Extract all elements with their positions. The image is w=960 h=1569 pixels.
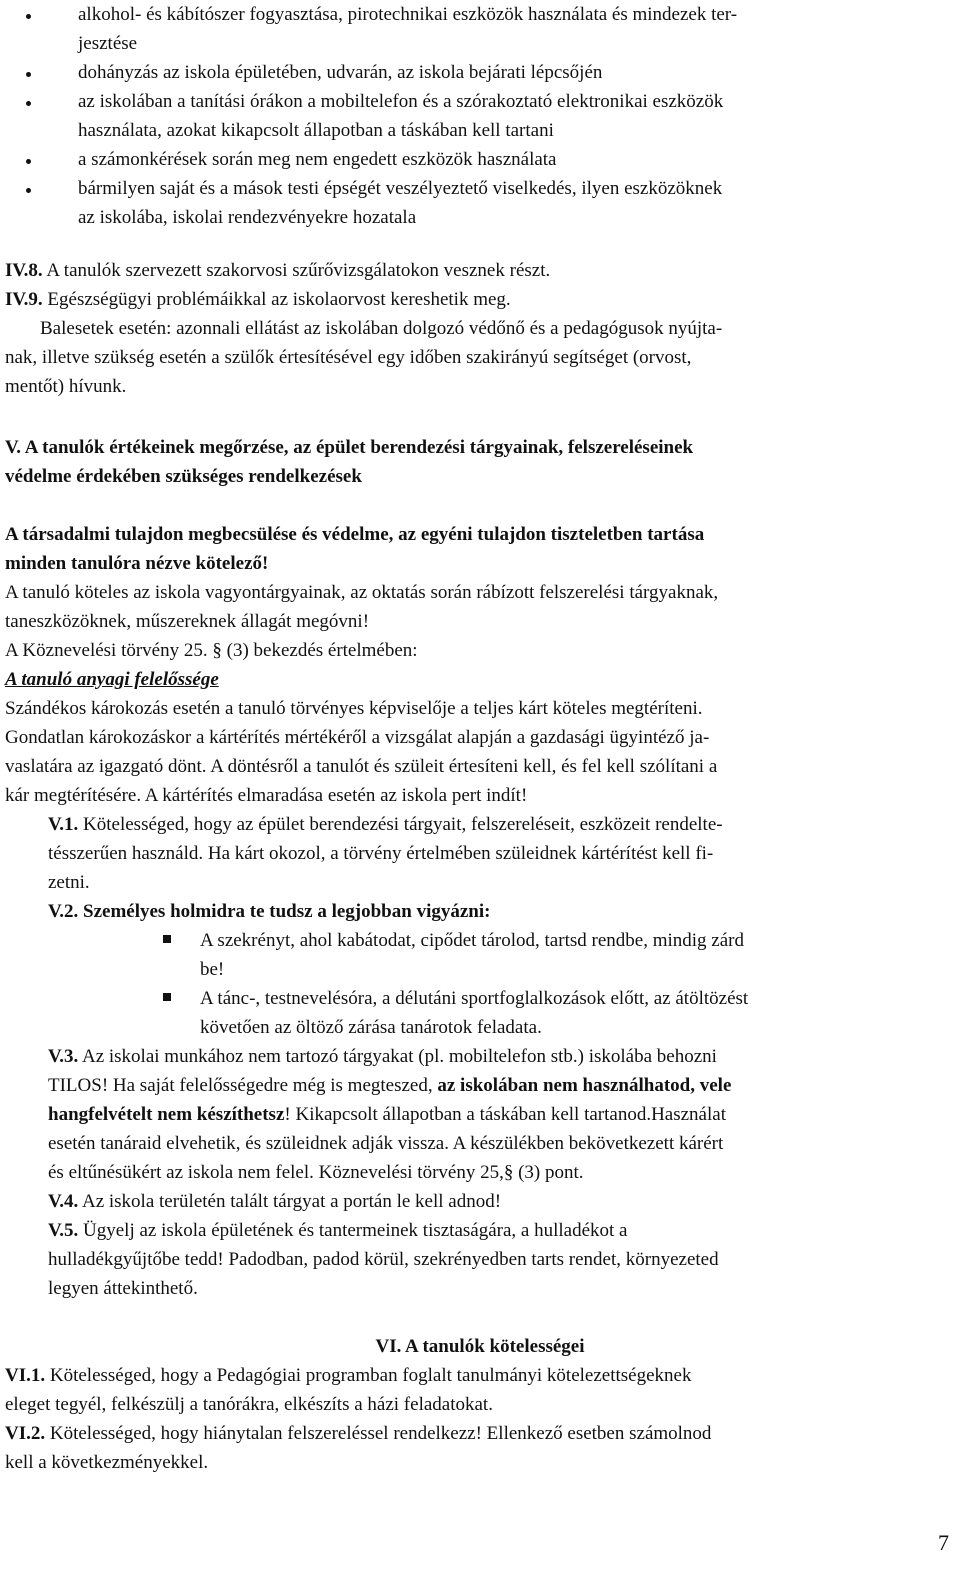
bullet-item-4: a számonkérések során meg nem engedett eszközök használata (78, 149, 557, 170)
v3-line-3a: hangfelvételt nem készíthetsz (48, 1104, 285, 1125)
liability-line-1: Szándékos károkozás esetén a tanuló törvényes képviselője a teljes kárt köteles megtéríteni. (5, 698, 703, 719)
iv8-text: A tanulók szervezett szakorvosi szűrővizsgálatokon vesznek részt. (42, 260, 551, 281)
v5-line-2: hulladékgyűjtőbe tedd! Padodban, padod körül, szekrényedben tarts rendet, környezeted (48, 1249, 719, 1270)
duty-line-2: taneszközöknek, műszereknek állagát megóvni! (5, 611, 370, 632)
v5-line-1 (48, 1216, 627, 1245)
v3-line-1 (48, 1042, 717, 1071)
v1-line-1 (48, 810, 723, 839)
v3-line-2a: TILOS! Ha saját felelősségedre még is megteszed, (48, 1075, 438, 1096)
bullet-icon (26, 188, 31, 193)
liability-line-3: vaslatára az igazgató dönt. A döntésről a tanulót és szüleit értesíteni kell, és fel kell szólítani a (5, 756, 718, 777)
vi2-number: VI.2. (5, 1423, 46, 1444)
v3-line-2b: az iskolában nem használhatod, vele (437, 1075, 732, 1096)
vi2-line-1 (5, 1419, 711, 1448)
iv8-number: IV.8. (5, 260, 43, 281)
v4-number: V.4. (48, 1191, 79, 1212)
v4-line (48, 1187, 501, 1216)
accident-line-1: Balesetek esetén: azonnali ellátást az iskolában dolgozó védőnő és a pedagógusok nyújta- (40, 318, 723, 339)
bullet-item-3-line-1: az iskolában a tanítási órákon a mobiltelefon és a szórakoztató elektronikai eszközök (78, 91, 724, 112)
v1-text: Kötelességed, hogy az épület berendezési tárgyait, felszereléseit, eszközeit rendelte- (78, 814, 723, 835)
page-number: 7 (938, 1530, 949, 1555)
paragraph-iv9 (5, 285, 511, 314)
liability-title: A tanuló anyagi felelőssége (5, 669, 219, 690)
vi1-number: VI.1. (5, 1365, 46, 1386)
bullet-item-1-line-1: alkohol- és kábítószer fogyasztása, pirotechnikai eszközök használata és mindezek ter- (78, 4, 738, 25)
v2-item-1-line-1: A szekrényt, ahol kabátodat, cipődet tárolod, tartsd rendbe, mindig zárd (200, 930, 744, 951)
section-vi-heading: VI. A tanulók kötelességei (375, 1336, 585, 1357)
v2-item-1-line-2: be! (200, 959, 225, 980)
vi2-text: Kötelességed, hogy hiánytalan felszereléssel rendelkezz! Ellenkező esetben számolnod (45, 1423, 712, 1444)
v1-line-3: zetni. (48, 872, 90, 893)
bullet-icon (26, 159, 31, 164)
iv9-text: Egészségügyi problémáikkal az iskolaorvost kereshetik meg. (42, 289, 511, 310)
vi2-line-2: kell a következményekkel. (5, 1452, 209, 1473)
iv9-number: IV.9. (5, 289, 43, 310)
bullet-icon (26, 14, 31, 19)
v2-heading (48, 897, 490, 926)
v3-line-3 (48, 1100, 726, 1129)
bullet-item-1-line-2: jesztése (78, 33, 138, 54)
vi1-line-1 (5, 1361, 691, 1390)
bullet-icon (26, 72, 31, 77)
v3-text: Az iskolai munkához nem tartozó tárgyakat (pl. mobiltelefon stb.) iskolába behozni (78, 1046, 717, 1067)
v3-line-5: és eltűnésükért az iskola nem felel. Köznevelési törvény 25,§ (3) pont. (48, 1162, 584, 1183)
v5-number: V.5. (48, 1220, 79, 1241)
duty-line-1: A tanuló köteles az iskola vagyontárgyainak, az oktatás során rábízott felszerelési tárgyaknak, (5, 582, 719, 603)
square-bullet-icon (163, 993, 171, 1001)
paragraph-iv8 (5, 256, 550, 285)
accident-line-3: mentőt) hívunk. (5, 376, 127, 397)
social-property-line-2: minden tanulóra nézve kötelező! (5, 553, 269, 574)
vi1-line-2: eleget tegyél, felkészülj a tanórákra, elkészíts a házi feladatokat. (5, 1394, 493, 1415)
v2-item-2-line-1: A tánc-, testnevelésóra, a délutáni sportfoglalkozások előtt, az átöltözést (200, 988, 749, 1009)
section-v-heading-line-2: védelme érdekében szükséges rendelkezések (5, 466, 362, 487)
duty-line-3: A Köznevelési törvény 25. § (3) bekezdés értelmében: (5, 640, 418, 661)
v5-text: Ügyelj az iskola épületének és tantermeinek tisztaságára, a hulladékot a (78, 1220, 628, 1241)
bullet-item-5-line-2: az iskolába, iskolai rendezvényekre hozatala (78, 207, 417, 228)
square-bullet-icon (163, 935, 171, 943)
v3-line-4: esetén tanáraid elvehetik, és szüleidnek adják vissza. A készülékben bekövetkezett kárért (48, 1133, 724, 1154)
v2-number: V.2. (48, 901, 79, 922)
v1-line-2: tésszerűen használd. Ha kárt okozol, a törvény értelmében szüleidnek kártérítést kell fi- (48, 843, 714, 864)
bullet-item-3-line-2: használata, azokat kikapcsolt állapotban a táskában kell tartani (78, 120, 554, 141)
liability-line-4: kár megtérítésére. A kártérítés elmaradása esetén az iskola pert indít! (5, 785, 528, 806)
section-v-heading-line-1: V. A tanulók értékeinek megőrzése, az épület berendezési tárgyainak, felszereléseinek (5, 437, 694, 458)
v4-text: Az iskola területén talált tárgyat a portán le kell adnod! (78, 1191, 502, 1212)
liability-line-2: Gondatlan károkozáskor a kártérítés mértékéről a vizsgálat alapján a gazdasági ügyintéző ja- (5, 727, 710, 748)
bullet-item-2: dohányzás az iskola épületében, udvarán, az iskola bejárati lépcsőjén (78, 62, 603, 83)
accident-line-2: nak, illetve szükség esetén a szülők értesítésével egy időben szakirányú segítséget (orvost, (5, 347, 692, 368)
v1-number: V.1. (48, 814, 79, 835)
bullet-icon (26, 101, 31, 106)
social-property-line-1: A társadalmi tulajdon megbecsülése és védelme, az egyéni tulajdon tiszteletben tartása (5, 524, 705, 545)
v2-title: Személyes holmidra te tudsz a legjobban vigyázni: (78, 901, 491, 922)
v2-item-2-line-2: követően az öltöző zárása tanárotok feladata. (200, 1017, 542, 1038)
v5-line-3: legyen áttekinthető. (48, 1278, 198, 1299)
v3-line-2 (48, 1071, 731, 1100)
v3-line-3b: ! Kikapcsolt állapotban a táskában kell tartanod.Használat (284, 1104, 726, 1125)
vi1-text: Kötelességed, hogy a Pedagógiai programban foglalt tanulmányi kötelezettségeknek (45, 1365, 692, 1386)
bullet-item-5-line-1: bármilyen saját és a mások testi épségét veszélyeztető viselkedés, ilyen eszközöknek (78, 178, 723, 199)
v3-number: V.3. (48, 1046, 79, 1067)
